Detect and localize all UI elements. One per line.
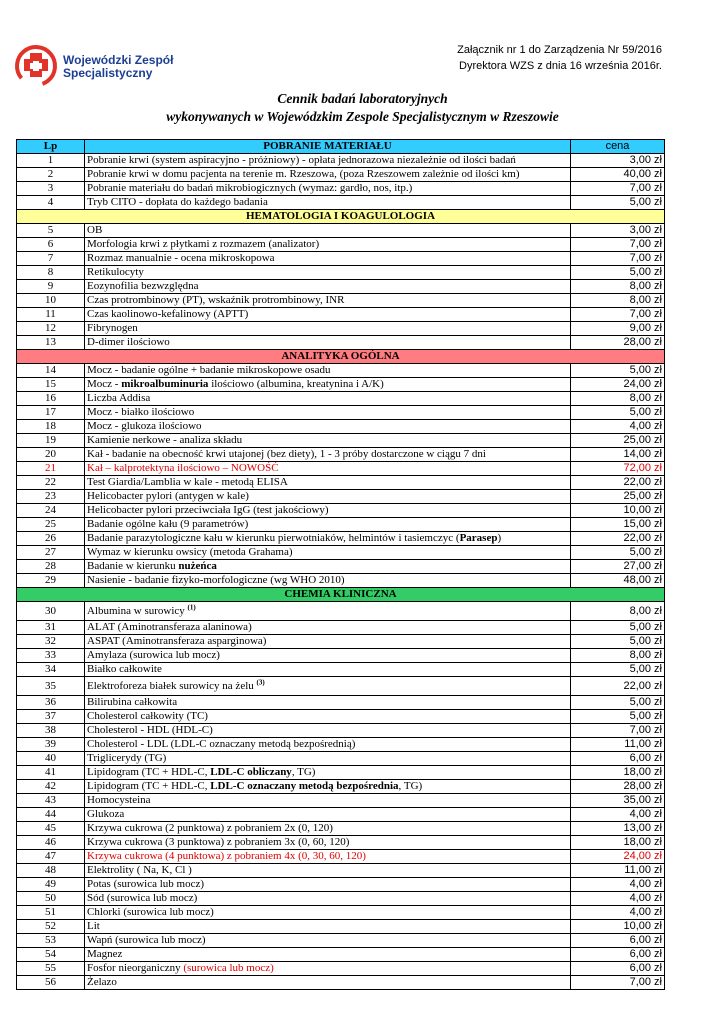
row-price: 5,00 zł (571, 406, 665, 420)
table-row (17, 906, 665, 920)
row-name: Mocz - badanie ogólne + badanie mikroskopowe osadu (85, 364, 571, 378)
table-row (17, 546, 665, 560)
row-lp: 2 (17, 168, 85, 182)
price-table (16, 139, 665, 990)
row-name: Retikulocyty (85, 266, 571, 280)
row-name: Cholesterol całkowity (TC) (85, 710, 571, 724)
table-row (17, 364, 665, 378)
row-lp: 53 (17, 934, 85, 948)
row-name: Tryb CITO - dopłata do każdego badania (85, 196, 571, 210)
row-name-bold: Parasep (459, 532, 498, 544)
row-name: Liczba Addisa (85, 392, 571, 406)
row-name: Lit (85, 920, 571, 934)
header-section-collection: POBRANIE MATERIAŁU (85, 140, 571, 154)
row-lp: 24 (17, 504, 85, 518)
row-price: 4,00 zł (571, 878, 665, 892)
row-price: 28,00 zł (571, 780, 665, 794)
row-lp: 1 (17, 154, 85, 168)
row-price: 10,00 zł (571, 920, 665, 934)
row-lp: 22 (17, 476, 85, 490)
row-lp: 30 (17, 602, 85, 621)
table-row (17, 182, 665, 196)
document-title: Cennik badań laboratoryjnych (277, 91, 448, 106)
row-price: 27,00 zł (571, 560, 665, 574)
table-row (17, 710, 665, 724)
logo-line-1: Wojewódzki Zespół (63, 53, 174, 67)
row-price: 8,00 zł (571, 294, 665, 308)
table-row (17, 752, 665, 766)
row-price: 18,00 zł (571, 836, 665, 850)
row-price: 4,00 zł (571, 892, 665, 906)
row-price: 6,00 zł (571, 934, 665, 948)
row-price: 6,00 zł (571, 752, 665, 766)
section-title: HEMATOLOGIA I KOAGULOLOGIA (17, 210, 665, 224)
row-price: 7,00 zł (571, 308, 665, 322)
organization-logo (14, 44, 179, 86)
table-row (17, 448, 665, 462)
row-lp: 10 (17, 294, 85, 308)
footnote-ref: (1) (187, 602, 196, 611)
row-price: 22,00 zł (571, 476, 665, 490)
row-lp: 8 (17, 266, 85, 280)
row-price: 6,00 zł (571, 962, 665, 976)
row-price: 24,00 zł (571, 850, 665, 864)
row-name-part: Mocz - (87, 378, 122, 390)
row-lp: 29 (17, 574, 85, 588)
row-name: Czas protrombinowy (PT), wskaźnik protrombinowy, INR (85, 294, 571, 308)
row-name: Potas (surowica lub mocz) (85, 878, 571, 892)
logo-line-2: Specjalistyczny (63, 66, 153, 80)
row-price: 7,00 zł (571, 238, 665, 252)
row-price: 10,00 zł (571, 504, 665, 518)
row-lp: 9 (17, 280, 85, 294)
row-lp: 40 (17, 752, 85, 766)
row-price: 13,00 zł (571, 822, 665, 836)
table-row (17, 962, 665, 976)
table-row (17, 518, 665, 532)
row-name: Krzywa cukrowa (2 punktowa) z pobraniem 2x (0, 120) (85, 822, 571, 836)
cross-emblem-icon (14, 44, 60, 88)
table-row (17, 238, 665, 252)
row-lp: 21 (17, 462, 85, 476)
table-row (17, 766, 665, 780)
row-price: 9,00 zł (571, 322, 665, 336)
row-lp: 12 (17, 322, 85, 336)
table-row (17, 602, 665, 621)
row-lp: 5 (17, 224, 85, 238)
table-row (17, 266, 665, 280)
table-row (17, 808, 665, 822)
row-name: Nasienie - badanie fizyko-morfologiczne (wg WHO 2010) (85, 574, 571, 588)
row-price: 6,00 zł (571, 948, 665, 962)
row-price: 5,00 zł (571, 710, 665, 724)
table-row (17, 621, 665, 635)
row-lp: 7 (17, 252, 85, 266)
table-row (17, 934, 665, 948)
row-name-bold: mikroalbuminuria (121, 378, 209, 390)
row-price: 7,00 zł (571, 252, 665, 266)
row-name-part: Albumina w surowicy (87, 604, 188, 617)
header-price: cena (571, 140, 665, 154)
table-row (17, 280, 665, 294)
row-name: Morfologia krwi z płytkami z rozmazem (analizator) (85, 238, 571, 252)
row-lp: 56 (17, 976, 85, 990)
row-lp: 49 (17, 878, 85, 892)
row-name (85, 677, 571, 696)
row-name: Badanie ogólne kału (9 parametrów) (85, 518, 571, 532)
table-row (17, 196, 665, 210)
row-price: 22,00 zł (571, 677, 665, 696)
row-price: 5,00 zł (571, 266, 665, 280)
row-lp: 45 (17, 822, 85, 836)
row-lp: 50 (17, 892, 85, 906)
row-lp: 44 (17, 808, 85, 822)
row-name (85, 766, 571, 780)
table-row (17, 822, 665, 836)
footnote-ref: (3) (256, 677, 265, 686)
row-lp: 43 (17, 794, 85, 808)
row-lp: 15 (17, 378, 85, 392)
row-lp: 42 (17, 780, 85, 794)
table-row (17, 836, 665, 850)
row-name: Wapń (surowica lub mocz) (85, 934, 571, 948)
row-name (85, 532, 571, 546)
row-lp: 34 (17, 663, 85, 677)
table-row (17, 920, 665, 934)
row-name: Rozmaz manualnie - ocena mikroskopowa (85, 252, 571, 266)
row-name: Fibrynogen (85, 322, 571, 336)
row-name-part: Lipidogram (TC + HDL-C, (87, 766, 211, 778)
table-row (17, 336, 665, 350)
table-row (17, 724, 665, 738)
table-row (17, 476, 665, 490)
row-price: 18,00 zł (571, 766, 665, 780)
row-price: 3,00 zł (571, 154, 665, 168)
row-price: 48,00 zł (571, 574, 665, 588)
row-name: Glukoza (85, 808, 571, 822)
row-lp: 48 (17, 864, 85, 878)
row-name: Test Giardia/Lamblia w kale - metodą ELISA (85, 476, 571, 490)
row-price: 7,00 zł (571, 182, 665, 196)
row-name: Krzywa cukrowa (4 punktowa) z pobraniem 4x (0, 30, 60, 120) (85, 850, 571, 864)
row-name-part: Elektroforeza białek surowicy na żelu (87, 679, 257, 692)
row-lp: 32 (17, 635, 85, 649)
row-price: 28,00 zł (571, 336, 665, 350)
table-row (17, 168, 665, 182)
row-name-part: Badanie w kierunku (87, 560, 179, 572)
row-name: Kał – kalprotektyna ilościowo – NOWOŚĆ (85, 462, 571, 476)
table-row (17, 224, 665, 238)
section-title: ANALITYKA OGÓLNA (17, 350, 665, 364)
row-price: 11,00 zł (571, 738, 665, 752)
table-row (17, 677, 665, 696)
row-lp: 26 (17, 532, 85, 546)
row-name: Pobranie krwi w domu pacjenta na terenie m. Rzeszowa, (poza Rzeszowem zależnie od ilości km) (85, 168, 571, 182)
row-name-part: ) (497, 532, 502, 544)
row-lp: 14 (17, 364, 85, 378)
table-row (17, 308, 665, 322)
row-lp: 41 (17, 766, 85, 780)
table-header-row (17, 140, 665, 154)
row-price: 5,00 zł (571, 364, 665, 378)
row-name (85, 962, 571, 976)
row-lp: 4 (17, 196, 85, 210)
row-price: 4,00 zł (571, 420, 665, 434)
row-name: Magnez (85, 948, 571, 962)
table-row (17, 976, 665, 990)
row-name-part: Fosfor nieorganiczny (87, 962, 184, 974)
row-name (85, 560, 571, 574)
row-lp: 52 (17, 920, 85, 934)
row-lp: 18 (17, 420, 85, 434)
row-name: Helicobacter pylori przeciwciała IgG (test jakościowy) (85, 504, 571, 518)
row-price: 5,00 zł (571, 546, 665, 560)
row-name-part: , TG) (291, 766, 316, 778)
table-row (17, 420, 665, 434)
row-lp: 19 (17, 434, 85, 448)
row-name: Kał - badanie na obecność krwi utajonej (bez diety), 1 - 3 próby dostarczone w ciągu 7 dni (85, 448, 571, 462)
row-lp: 17 (17, 406, 85, 420)
row-name: Bilirubina całkowita (85, 696, 571, 710)
row-lp: 35 (17, 677, 85, 696)
row-lp: 11 (17, 308, 85, 322)
row-name: Helicobacter pylori (antygen w kale) (85, 490, 571, 504)
row-lp: 31 (17, 621, 85, 635)
table-row (17, 663, 665, 677)
row-name: Amylaza (surowica lub mocz) (85, 649, 571, 663)
row-price: 8,00 zł (571, 649, 665, 663)
annex-note (457, 42, 662, 74)
section-header-analytics (17, 350, 665, 364)
table-row (17, 635, 665, 649)
row-price: 5,00 zł (571, 663, 665, 677)
table-row (17, 406, 665, 420)
row-name: Eozynofilia bezwzględna (85, 280, 571, 294)
row-name: Chlorki (surowica lub mocz) (85, 906, 571, 920)
row-lp: 51 (17, 906, 85, 920)
row-name (85, 602, 571, 621)
row-price: 5,00 zł (571, 621, 665, 635)
row-name: Mocz - białko ilościowo (85, 406, 571, 420)
table-row (17, 864, 665, 878)
row-price: 8,00 zł (571, 602, 665, 621)
row-name: Żelazo (85, 976, 571, 990)
row-lp: 36 (17, 696, 85, 710)
row-name: D-dimer ilościowo (85, 336, 571, 350)
table-row (17, 252, 665, 266)
header-lp: Lp (17, 140, 85, 154)
row-name (85, 378, 571, 392)
table-row (17, 892, 665, 906)
row-lp: 23 (17, 490, 85, 504)
row-lp: 39 (17, 738, 85, 752)
table-row (17, 294, 665, 308)
row-lp: 3 (17, 182, 85, 196)
row-name-part: , TG) (398, 780, 423, 792)
row-name: OB (85, 224, 571, 238)
table-row (17, 574, 665, 588)
row-lp: 20 (17, 448, 85, 462)
table-row (17, 434, 665, 448)
row-lp: 55 (17, 962, 85, 976)
row-name: Krzywa cukrowa (3 punktowa) z pobraniem 3x (0, 60, 120) (85, 836, 571, 850)
row-lp: 28 (17, 560, 85, 574)
row-price: 4,00 zł (571, 808, 665, 822)
table-row (17, 696, 665, 710)
row-name: Czas kaolinowo-kefalinowy (APTT) (85, 308, 571, 322)
row-name-highlight: (surowica lub mocz) (183, 962, 274, 974)
table-row (17, 780, 665, 794)
row-lp: 46 (17, 836, 85, 850)
row-price: 4,00 zł (571, 906, 665, 920)
table-row (17, 878, 665, 892)
table-row (17, 322, 665, 336)
row-lp: 37 (17, 710, 85, 724)
row-price: 24,00 zł (571, 378, 665, 392)
table-row (17, 794, 665, 808)
table-row (17, 948, 665, 962)
row-name-bold: nużeńca (178, 560, 217, 572)
row-name-part: Lipidogram (TC + HDL-C, (87, 780, 211, 792)
row-price: 11,00 zł (571, 864, 665, 878)
row-price: 8,00 zł (571, 280, 665, 294)
row-name: Homocysteina (85, 794, 571, 808)
row-name-part: ilościowo (albumina, kreatynina i A/K) (208, 378, 384, 390)
annex-line-1: Załącznik nr 1 do Zarządzenia Nr 59/2016 (457, 44, 662, 56)
row-price: 3,00 zł (571, 224, 665, 238)
row-name: Triglicerydy (TG) (85, 752, 571, 766)
row-price: 14,00 zł (571, 448, 665, 462)
table-row-new (17, 462, 665, 476)
row-price: 25,00 zł (571, 490, 665, 504)
row-name: Cholesterol - LDL (LDL-C oznaczany metodą bezpośrednią) (85, 738, 571, 752)
table-row-highlight (17, 850, 665, 864)
row-name: Pobranie krwi (system aspiracyjno - próżniowy) - opłata jednorazowa niezależnie od ilości badań (85, 154, 571, 168)
row-name: Sód (surowica lub mocz) (85, 892, 571, 906)
row-lp: 33 (17, 649, 85, 663)
row-price: 8,00 zł (571, 392, 665, 406)
table-row (17, 532, 665, 546)
table-row (17, 392, 665, 406)
row-name-bold: LDL-C oznaczany metodą bezpośrednia (210, 780, 399, 792)
row-name: Elektrolity ( Na, K, Cl ) (85, 864, 571, 878)
row-lp: 27 (17, 546, 85, 560)
table-row (17, 154, 665, 168)
section-title: CHEMIA KLINICZNA (17, 588, 665, 602)
row-name: Cholesterol - HDL (HDL-C) (85, 724, 571, 738)
table-row (17, 504, 665, 518)
row-name: Pobranie materiału do badań mikrobiogicznych (wymaz: gardło, nos, itp.) (85, 182, 571, 196)
row-name: ALAT (Aminotransferaza alaninowa) (85, 621, 571, 635)
row-name: Białko całkowite (85, 663, 571, 677)
table-row (17, 560, 665, 574)
row-name-part: Badanie parazytologiczne kału w kierunku pierwotniaków, helmintów i tasiemczyc ( (87, 532, 460, 544)
row-price: 25,00 zł (571, 434, 665, 448)
row-name: Wymaz w kierunku owsicy (metoda Grahama) (85, 546, 571, 560)
row-lp: 47 (17, 850, 85, 864)
row-name: Mocz - glukoza ilościowo (85, 420, 571, 434)
table-row (17, 378, 665, 392)
document-subtitle: wykonywanych w Wojewódzkim Zespole Specjalistycznym w Rzeszowie (166, 109, 559, 124)
row-price: 5,00 zł (571, 635, 665, 649)
row-price: 72,00 zł (571, 462, 665, 476)
row-lp: 13 (17, 336, 85, 350)
row-price: 15,00 zł (571, 518, 665, 532)
row-lp: 25 (17, 518, 85, 532)
row-lp: 16 (17, 392, 85, 406)
row-name (85, 780, 571, 794)
row-lp: 6 (17, 238, 85, 252)
row-name-bold: LDL-C obliczany (210, 766, 292, 778)
row-name: ASPAT (Aminotransferaza asparginowa) (85, 635, 571, 649)
row-price: 40,00 zł (571, 168, 665, 182)
row-price: 7,00 zł (571, 724, 665, 738)
row-lp: 38 (17, 724, 85, 738)
section-header-hematology (17, 210, 665, 224)
row-name: Kamienie nerkowe - analiza składu (85, 434, 571, 448)
row-lp: 54 (17, 948, 85, 962)
row-price: 7,00 zł (571, 976, 665, 990)
row-price: 5,00 zł (571, 696, 665, 710)
row-price: 22,00 zł (571, 532, 665, 546)
row-price: 5,00 zł (571, 196, 665, 210)
annex-line-2: Dyrektora WZS z dnia 16 września 2016r. (459, 60, 662, 72)
table-row (17, 649, 665, 663)
row-price: 35,00 zł (571, 794, 665, 808)
table-row (17, 738, 665, 752)
table-row (17, 490, 665, 504)
section-header-chemistry (17, 588, 665, 602)
